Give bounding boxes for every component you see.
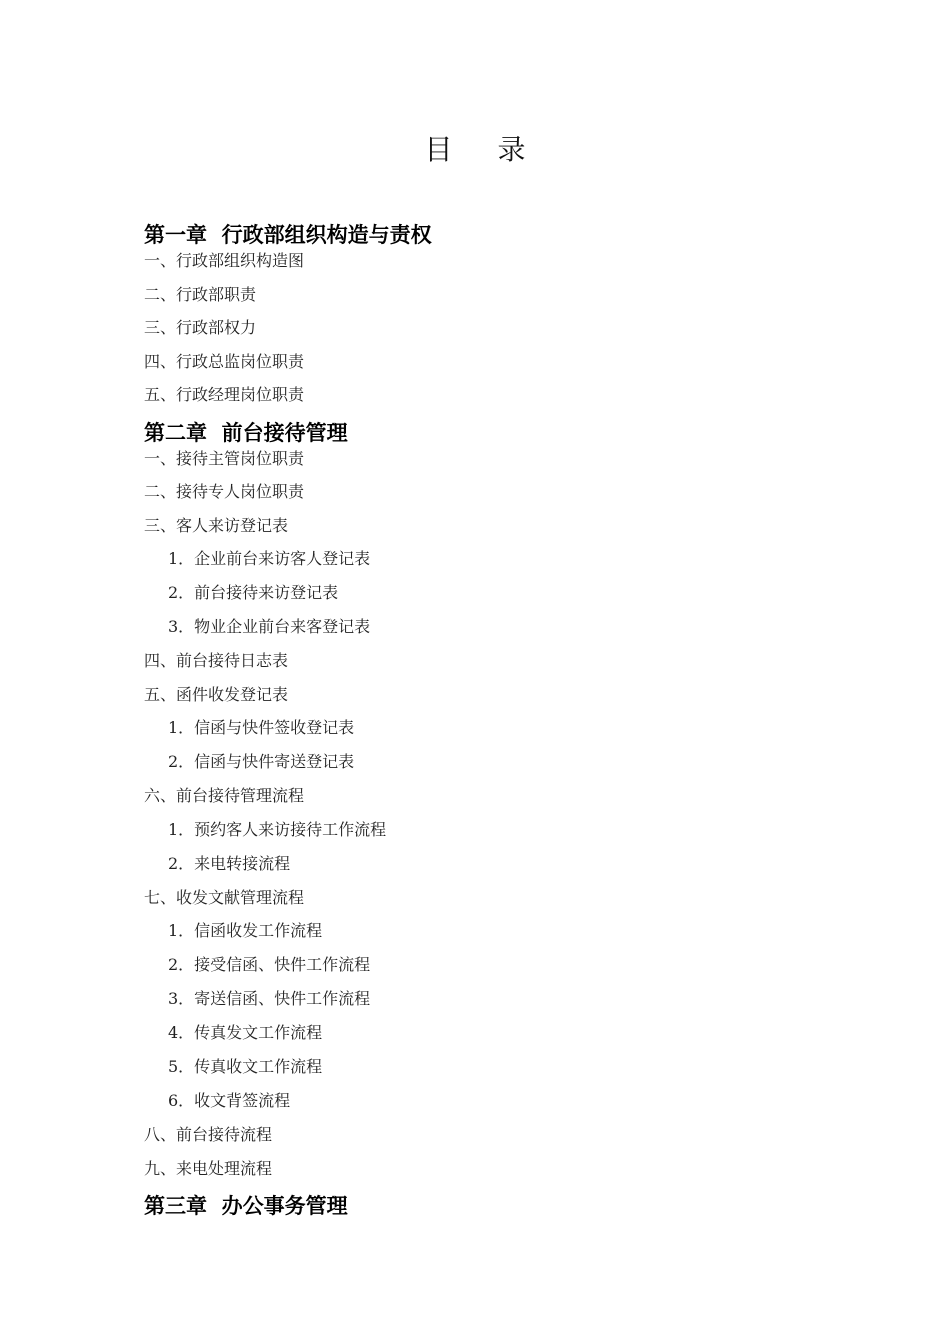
toc-section-entry[interactable]: 三、客人来访登记表 bbox=[144, 515, 289, 535]
toc-section-entry[interactable]: 七、收发文献管理流程 bbox=[144, 887, 305, 907]
toc-section-entry[interactable]: 四、前台接待日志表 bbox=[144, 651, 289, 670]
toc-section-entry[interactable]: 八、前台接待流程 bbox=[144, 1125, 273, 1144]
toc-section-entry[interactable]: 九、来电处理流程 bbox=[144, 1158, 273, 1178]
toc-section-entry[interactable]: 三、行政部权力 bbox=[144, 318, 257, 337]
toc-section-entry[interactable]: 六、前台接待管理流程 bbox=[144, 786, 305, 805]
toc-subsection-entry[interactable]: 6．收文背签流程 bbox=[168, 1091, 291, 1110]
toc-chapter-heading[interactable]: 第一章 行政部组织构造与责权 bbox=[144, 223, 432, 247]
toc-section-entry[interactable]: 二、接待专人岗位职责 bbox=[144, 482, 305, 501]
toc-subsection-entry[interactable]: 1．预约客人来访接待工作流程 bbox=[168, 819, 387, 839]
toc-subsection-entry[interactable]: 4．传真发文工作流程 bbox=[168, 1023, 323, 1042]
toc-section-entry[interactable]: 四、行政总监岗位职责 bbox=[144, 351, 305, 371]
toc-subsection-entry[interactable]: 3．物业企业前台来客登记表 bbox=[168, 617, 371, 636]
toc-subsection-entry[interactable]: 1．信函收发工作流程 bbox=[168, 921, 323, 940]
toc-section-entry[interactable]: 一、行政部组织构造图 bbox=[144, 251, 305, 270]
toc-title: 目 录 bbox=[424, 133, 544, 166]
toc-subsection-entry[interactable]: 2．前台接待来访登记表 bbox=[168, 583, 339, 602]
toc-subsection-entry[interactable]: 5．传真收文工作流程 bbox=[168, 1057, 323, 1076]
toc-subsection-entry[interactable]: 2．来电转接流程 bbox=[168, 853, 291, 873]
toc-chapter-heading[interactable]: 第二章 前台接待管理 bbox=[144, 420, 348, 445]
toc-subsection-entry[interactable]: 2．信函与快件寄送登记表 bbox=[168, 752, 355, 771]
toc-section-entry[interactable]: 五、行政经理岗位职责 bbox=[144, 385, 305, 404]
toc-subsection-entry[interactable]: 3．寄送信函、快件工作流程 bbox=[168, 989, 371, 1008]
toc-subsection-entry[interactable]: 1．企业前台来访客人登记表 bbox=[168, 549, 371, 568]
toc-section-entry[interactable]: 二、行政部职责 bbox=[144, 284, 257, 304]
toc-section-entry[interactable]: 一、接待主管岗位职责 bbox=[144, 448, 305, 468]
table-of-contents bbox=[144, 220, 844, 1221]
toc-chapter-heading[interactable]: 第三章 办公事务管理 bbox=[144, 1194, 348, 1218]
toc-subsection-entry[interactable]: 2．接受信函、快件工作流程 bbox=[168, 955, 371, 974]
toc-subsection-entry[interactable]: 1．信函与快件签收登记表 bbox=[168, 718, 355, 737]
toc-section-entry[interactable]: 五、函件收发登记表 bbox=[144, 684, 289, 704]
